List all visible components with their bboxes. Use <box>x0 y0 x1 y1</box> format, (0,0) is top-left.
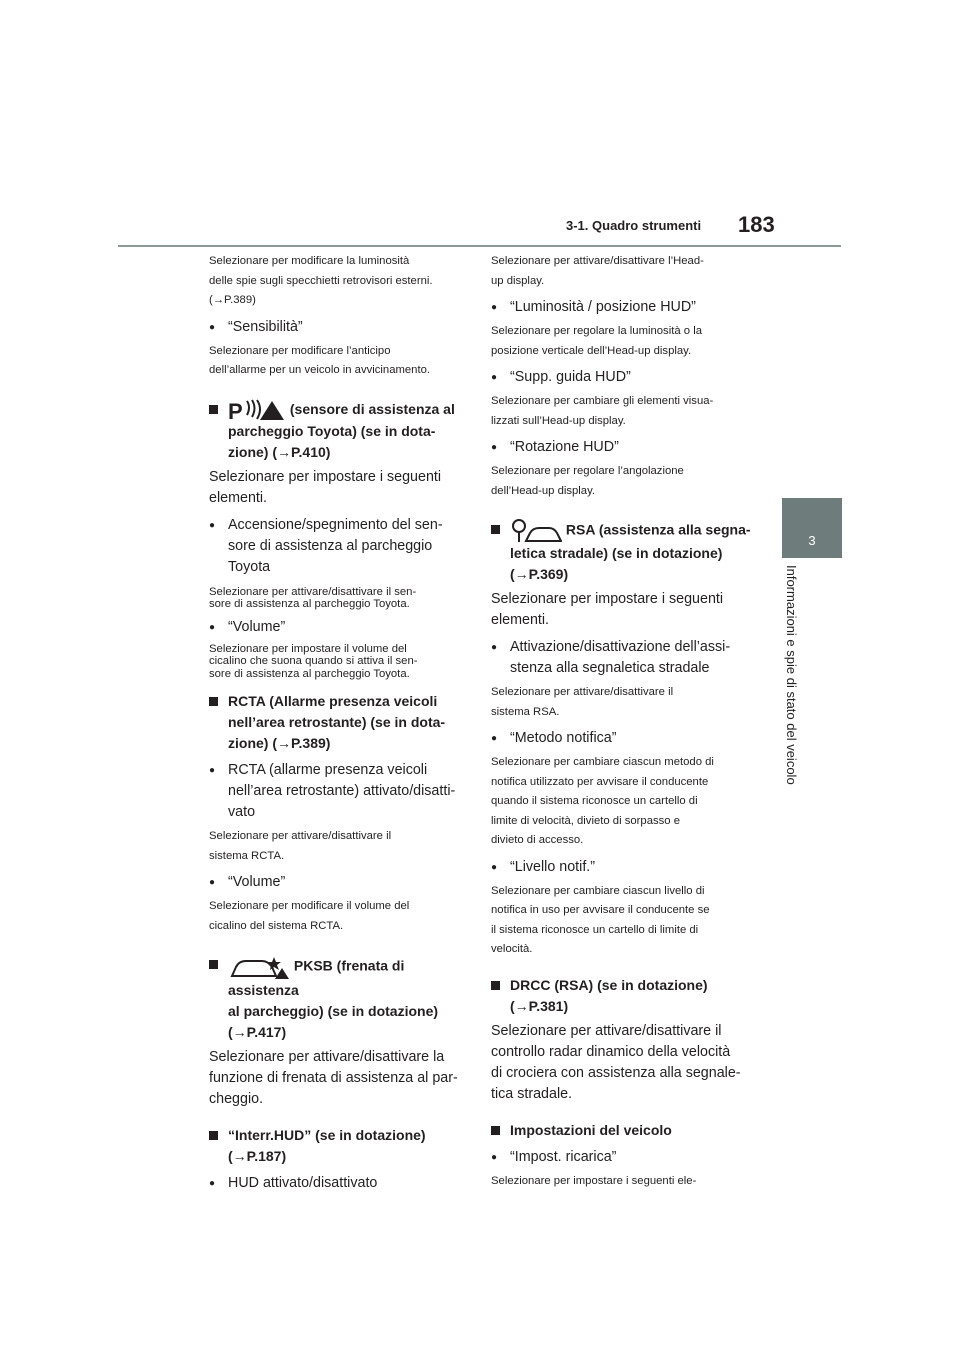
pksb-heading: PKSB (frenata di assistenza al parcheggio) (se in dotazione) (→P.417) <box>209 954 467 1043</box>
header-rule <box>118 245 841 247</box>
chapter-title <box>773 565 813 805</box>
hud-onoff-item: ● HUD attivato/disattivato <box>209 1173 467 1194</box>
hud-heading: “Interr.HUD” (se in dotazione) (→P.187) <box>209 1125 467 1167</box>
rsa-method-item: ● “Metodo notifica” <box>491 728 753 749</box>
rcta-onoff-desc: Selezionare per attivare/disattivare il sistema RCTA. <box>209 830 392 862</box>
rsa-level-item: ● “Livello notif.” <box>491 857 753 878</box>
hud-rotation-item: ● “Rotazione HUD” <box>491 437 753 458</box>
left-column <box>209 252 467 1194</box>
parking-onoff-item: ● Accensione/spegnimento del sen- sore di assistenza al parcheggio Toyota <box>209 515 467 578</box>
charge-settings-desc: Selezionare per impostare i seguenti ele- <box>491 1174 697 1187</box>
pksb-body: Selezionare per attivare/disattivare la funzione di frenata di assistenza al par- cheggio. <box>209 1049 458 1108</box>
rsa-sign-icon <box>510 519 562 543</box>
hud-brightness-desc: Selezionare per regolare la luminosità o la posizione verticale dell’Head-up display. <box>491 325 702 357</box>
rsa-heading: RSA (assistenza alla segna- letica stradale) (se in dotazione) (→P.369) <box>491 519 753 585</box>
rsa-body: Selezionare per impostare i seguenti elementi. <box>491 591 724 628</box>
hud-support-desc: Selezionare per cambiare gli elementi visua- lizzati sull’Head-up display. <box>491 395 714 427</box>
pksb-car-icon <box>228 954 290 980</box>
rsa-onoff-desc: Selezionare per attivare/disattivare il sistema RSA. <box>491 686 674 718</box>
page-number: 183 <box>738 212 775 237</box>
drcc-body: Selezionare per attivare/disattivare il controllo radar dinamico della velocità di crociera con assistenza alla segnale- tica stradale. <box>491 1022 741 1102</box>
rcta-onoff-item: ● RCTA (allarme presenza veicoli nell’area retrostante) attivato/disatti- vato <box>209 760 467 823</box>
parking-sensor-body: Selezionare per impostare i seguenti elementi. <box>209 468 442 506</box>
parking-sensor-icon <box>228 399 286 421</box>
parking-volume-desc: Selezionare per impostare il volume del cicalino che suona quando si attiva il sen- sore di assistenza al parcheggio Toyota. <box>209 642 418 680</box>
sensitivity-desc: Selezionare per modificare l’anticipo dell’allarme per un veicolo in avvicinamento. <box>209 344 431 376</box>
sensitivity-item: ● “Sensibilità” <box>209 317 467 338</box>
svg-text:P: P <box>228 398 243 421</box>
rcta-heading: RCTA (Allarme presenza veicoli nell’area retrostante) (se in dota- zione) (→P.389) <box>209 691 467 754</box>
hud-rotation-desc: Selezionare per regolare l’angolazione dell’Head-up display. <box>491 465 684 497</box>
rsa-level-desc: Selezionare per cambiare ciascun livello di notifica in uso per avvisare il conducente se il sistema riconosce un cartello di limite di velocità. <box>491 884 710 955</box>
parking-onoff-desc: Selezionare per attivare/disattivare il sen- sore di assistenza al parcheggio Toyota. <box>209 585 417 611</box>
hud-brightness-item: ● “Luminosità / posizione HUD” <box>491 297 753 318</box>
rcta-volume-desc: Selezionare per modificare il volume del cicalino del sistema RCTA. <box>209 900 410 932</box>
vehicle-settings-heading: Impostazioni del veicolo <box>491 1120 753 1141</box>
hud-onoff-desc: Selezionare per attivare/disattivare l’Head- up display. <box>491 255 704 287</box>
chapter-title-text: Informazioni e spie di stato del veicolo <box>784 565 799 785</box>
drcc-heading: DRCC (RSA) (se in dotazione) (→P.381) <box>491 975 753 1017</box>
parking-volume-item: ● “Volume” <box>209 617 467 638</box>
rsa-onoff-item: ● Attivazione/disattivazione dell’assi- stenza alla segnaletica stradale <box>491 637 753 679</box>
hud-support-item: ● “Supp. guida HUD” <box>491 367 753 388</box>
section-title: 3-1. Quadro strumenti <box>566 218 702 233</box>
charge-settings-item: ● “Impost. ricarica” <box>491 1147 753 1168</box>
rcta-volume-item: ● “Volume” <box>209 872 467 893</box>
mirror-desc: Selezionare per modificare la luminosità delle spie sugli specchietti retrovisori esterni. (→P.389) <box>209 255 433 306</box>
parking-sensor-heading: P (sensore di assistenza al parcheggio Toyota) (se in dota- zione) (→P.410) <box>209 399 467 463</box>
chapter-number: 3 <box>808 533 816 548</box>
right-column <box>491 252 753 1191</box>
chapter-tab <box>782 498 842 558</box>
rsa-method-desc: Selezionare per cambiare ciascun metodo di notifica utilizzato per avvisare il conducente quando il sistema riconosce un cartello di limite di velocità, divieto di sorpasso e divieto di accesso. <box>491 756 714 846</box>
